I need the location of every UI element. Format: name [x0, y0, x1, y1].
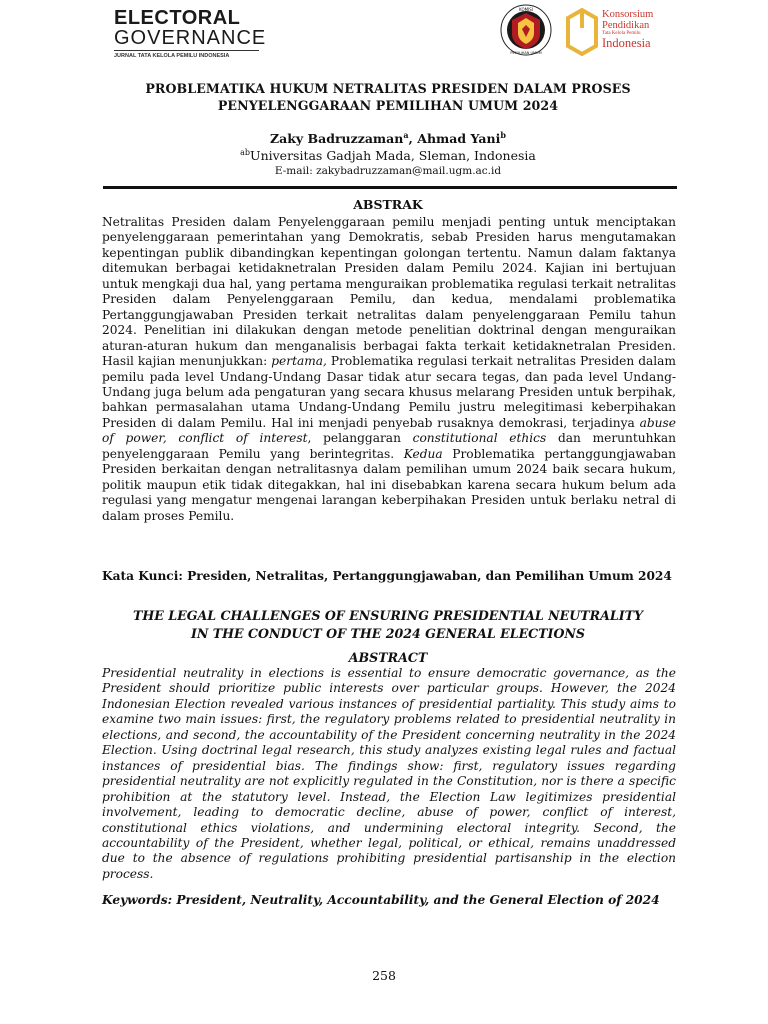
abstrak-text-4: dan meruntuhkan penyelenggaraan Pemilu yang berintegritas.: [102, 431, 676, 461]
kpu-logo-top-text: KOMISI: [519, 7, 533, 12]
paper-title-line1: PROBLEMATIKA HUKUM NETRALITAS PRESIDEN DALAM PROSES: [145, 81, 631, 96]
consortium-line3: Tata Kelola Pemilu: [602, 31, 641, 36]
journal-logo-line2: GOVERNANCE: [114, 27, 267, 49]
abstrak-italic-2: abuse of power, conflict of interest: [102, 415, 676, 446]
consortium-line1: Konsorsium: [602, 9, 654, 20]
abstrak-heading: ABSTRAK: [353, 197, 423, 212]
english-keywords: [102, 893, 676, 909]
abstrak-text-2: Problematika regulasi terkait netralitas Presiden dalam pemilu pada level Undang-Undang Dasar tidak atur secara tegas, dan pada level Undang-Undang juga belum ada pengaturan yang secara khusus melarang Presiden untuk berpihak, bahkan permasalahan utama Undang-Undang Pemilu justru melegitimasi keberpihakan Presiden di dalam Pemilu. Hal ini menjadi penyebab rusaknya demokrasi, terjadinya: [102, 354, 676, 430]
affiliation: [100, 148, 676, 163]
author-2: Ahmad Yani: [417, 131, 501, 147]
affiliation-sup: ab: [240, 148, 251, 157]
english-keywords-label: Keywords: [102, 893, 168, 907]
author-line: [100, 130, 676, 146]
consortium-line2: Pendidikan: [602, 20, 650, 31]
author-separator: ,: [408, 131, 418, 147]
abstrak-text-1: Netralitas Presiden dalam Penyelenggaraan pemilu menjadi penting untuk menciptakan penyelenggaraan pemerintahan yang Demokratis, sebab Presiden harus mengutamakan kepentingan publik dibandingkan kepentingan golongan tertentu. Namun dalam faktanya ditemukan berbagai ketidaknetralan Presiden dalam Pemilu 2024. Kajian ini bertujuan untuk mengkaji dua hal, yang pertama menguraikan problematika regulasi terkait netralitas Presiden dalam Penyelenggaraan Pemilu, dan kedua, mendalami problematika Pertanggungjawaban Presiden terkait netralitas dalam penyelenggaraan Pemilu tahun 2024. Penelitian ini dilakukan dengan metode penelitian doktrinal dengan menguraikan aturan-aturan hukum dan menganalisis berbagai fakta terkait ketidaknetralan Presiden. Hasil kajian menunjukkan:: [102, 215, 676, 369]
kpu-logo: [500, 4, 552, 56]
kpu-logo-bottom-text: PEMILIHAN UMUM: [510, 51, 542, 55]
journal-logo-line1: ELECTORAL: [114, 7, 241, 29]
english-title-line1: THE LEGAL CHALLENGES OF ENSURING PRESIDENTIAL NEUTRALITY: [133, 608, 643, 623]
abstract-body: Presidential neutrality in elections is essential to ensure democratic governance, as the President should prioritize public interests over particular groups. However, the 2024 Indonesian Election revealed various instances of presidential partiality. This study aims to examine two main issues: first, the regulatory problems related to presidential neutrality in elections, and second, the accountability of the President concerning neutrality in the 2024 Election. Using doctrinal legal research, this study analyzes existing legal rules and factual instances of presidential bias. The findings show: first, regulatory issues regarding presidential neutrality are not explicitly regulated in the Constitution, nor is there a specific prohibition at the statutory level. Instead, the Election Law legitimizes presidential involvement, leading to democratic decline, abuse of power, conflict of interest, constitutional ethics violations, and undermining electoral integrity. Second, the accountability of the President, whether legal, political, or ethical, remains unaddressed due to the absence of regulations prohibiting presidential partisanship in the election process.: [102, 666, 676, 881]
paper-title-line2: PENYELENGGARAAN PEMILIHAN UMUM 2024: [217, 98, 559, 113]
header-rule: [103, 186, 677, 189]
consortium-line4: Indonesia: [602, 36, 651, 50]
author-1: Zaky Badruzzaman: [270, 131, 404, 147]
journal-logo-tagline: JURNAL TATA KELOLA PEMILU INDONESIA: [114, 53, 230, 59]
page-number: 258: [372, 968, 396, 983]
abstrak-body: [102, 215, 676, 524]
journal-logo-divider: [114, 50, 259, 51]
affiliation-text: Universitas Gadjah Mada, Sleman, Indonesia: [250, 148, 536, 164]
abstrak-text-5: Problematika pertanggungjawaban Presiden berkaitan dengan netralitasnya dalam pemilihan umum 2024 baik secara hukum, politik maupun etik tidak ditegakkan, hal ini disebabkan karena secara hukum belum ada regulasi yang mengatur mengenai larangan keberpihakan Presiden untuk berlaku netral di dalam proses Pemilu.: [102, 446, 676, 523]
paper-title: [100, 80, 676, 114]
journal-logo: [114, 8, 284, 59]
author-1-sup: a: [403, 130, 409, 140]
author-email: E-mail: zakybadruzzaman@mail.ugm.ac.id: [274, 165, 502, 177]
abstrak-italic-4: Kedua: [403, 446, 443, 461]
consortium-logo: [602, 9, 653, 50]
abstrak-italic-1: pertama,: [271, 354, 327, 369]
abstrak-italic-3: constitutional ethics: [412, 431, 547, 446]
english-title: [100, 607, 676, 643]
author-2-sup: b: [500, 130, 506, 140]
consortium-emblem: [566, 8, 598, 56]
english-keywords-text: : President, Neutrality, Accountability, and the General Election of 2024: [167, 893, 660, 907]
abstract-heading: ABSTRACT: [348, 650, 428, 665]
abstrak-keywords: Kata Kunci: Presiden, Netralitas, Pertanggungjawaban, dan Pemilihan Umum 2024: [102, 569, 672, 583]
abstrak-text-3: , pelanggaran: [307, 431, 413, 446]
english-title-line2: IN THE CONDUCT OF THE 2024 GENERAL ELECTIONS: [190, 626, 586, 641]
